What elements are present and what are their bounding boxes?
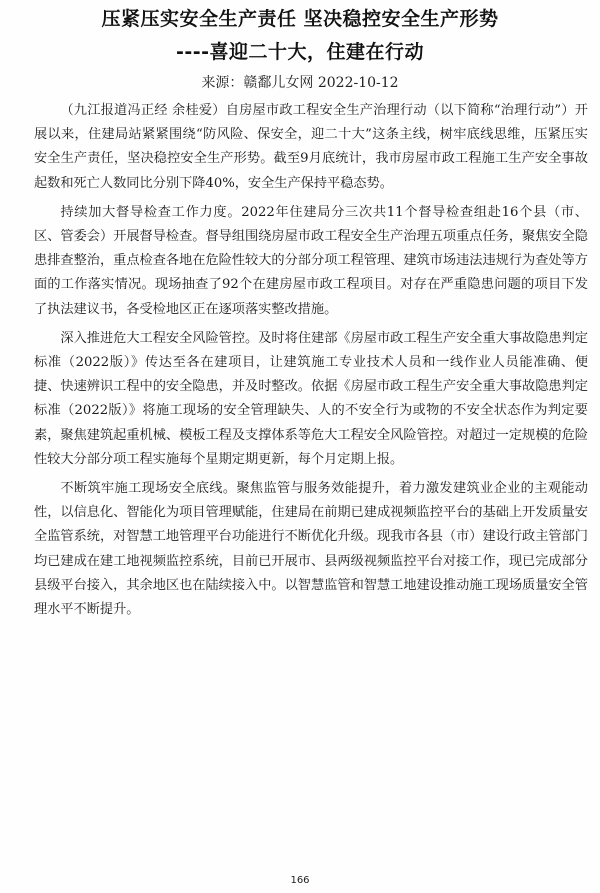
article-subtitle: ----喜迎二十大，住建在行动 xyxy=(175,41,425,63)
article-body xyxy=(34,99,588,627)
page-number: 166 xyxy=(290,875,310,886)
article-source-line: 来源：赣鄱儿女网 2022-10-12 xyxy=(201,75,399,91)
paragraph-inspection: 持续加大督导检查工作力度。2022年住建局分三次共11个督导检查组赴16个县（市、区、管委会）开展督导检查。督导组围绕房屋市政工程安全生产治理五项重点任务，聚焦安全隐患排查整治，重点检查各地在危险性较大的分部分项工程管理、建筑市场违法违规行为查处等方面的工作落实情况。现场抽查了92个在建房屋市政工程项目。对存在严重隐患问题的项目下发了执法建议书，各受检地区正在逐项落实整改措施。 xyxy=(34,204,588,317)
article-title: 压紧压实安全生产责任 坚决稳控安全生产形势 xyxy=(101,8,499,30)
paragraph-risk-control: 深入推进危大工程安全风险管控。及时将住建部《房屋市政工程生产安全重大事故隐患判定标准（2022版）》传达至各在建项目，让建筑施工专业技术人员和一线作业人员能准确、便捷、快速辨识工程中的安全隐患，并及时整改。依据《房屋市政工程生产安全重大事故隐患判定标准（2022版）》将施工现场的安全管理缺失、人的不安全行为或物的不安全状态作为判定要素，聚焦建筑起重机械、模板工程及支撑体系等危大工程安全风险管控。对超过一定规模的危险性较大分部分项工程实施每个星期定期更新，每个月定期上报。 xyxy=(34,330,588,467)
paragraph-site-safety: 不断筑牢施工现场安全底线。聚焦监管与服务效能提升，着力激发建筑业企业的主观能动性，以信息化、智能化为项目管理赋能，住建局在前期已建成视频监控平台的基础上开发质量安全监管系统，对智慧工地管理平台功能进行不断优化升级。现我市各县（市）建设行政主管部门均已建成在建工地视频监控系统，目前已开展市、县两级视频监控平台对接工作，现已完成部分县级平台接入，其余地区也在陆续接入中。以智慧监管和智慧工地建设推动施工现场质量安全管理水平不断提升。 xyxy=(34,481,588,618)
paragraph-intro: （九江报道冯正经 余桂爱）自房屋市政工程安全生产治理行动（以下简称“治理行动”）开展以来，住建局站紧紧围绕“防风险、保安全，迎二十大”这条主线，树牢底线思维，压紧压实安全生产责任，坚决稳控安全生产形势。截至9月底统计，我市房屋市政工程施工生产安全事故起数和死亡人数同比分别下降40%，安全生产保持平稳态势。 xyxy=(34,103,588,191)
